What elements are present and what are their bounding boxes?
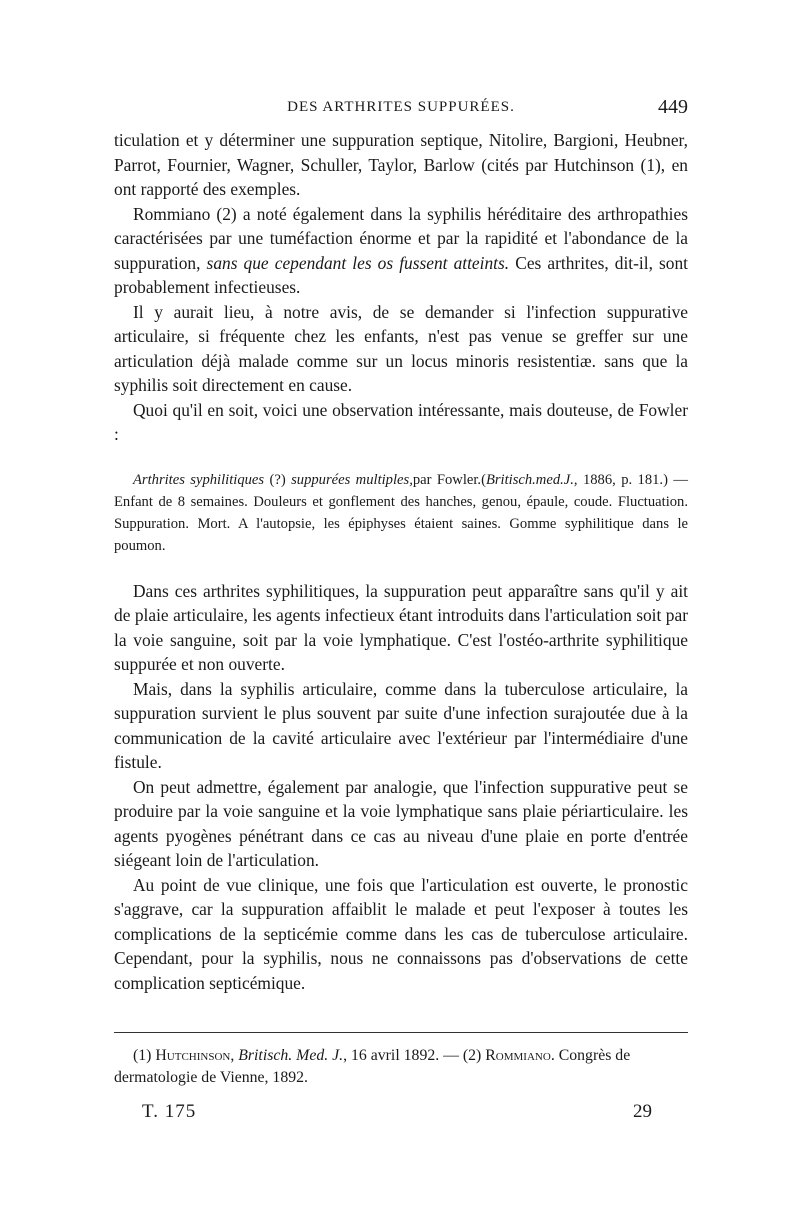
tome-mark: T. 175 <box>142 1101 197 1123</box>
paragraph-5: Dans ces arthrites syphilitiques, la suppuration peut apparaître sans qu'il y ait de plaie articulaire, les agents infectieux étant introduits dans l'articulation soit par la voie sanguine, soit par la voie lymphatique. C'est l'ostéo-arthrite syphilitique suppurée et non ouverte. <box>114 580 688 675</box>
sheet-signature: 29 <box>633 1101 652 1123</box>
paragraph-3: Il y aurait lieu, à notre avis, de se demander si l'infection suppurative articulaire, si fréquente chez les enfants, n'est pas venue se greffer sur une articulation déjà malade comme sur un locus minoris resistentiæ. sans que la syphilis soit directement en cause. <box>114 301 688 395</box>
observation-journal: Britisch.med.J. <box>485 471 574 488</box>
paragraph-7: On peut admettre, également par analogie, que l'infection suppurative peut se produire par la voie sanguine et la voie lymphatique sans plaie périarticulaire. les agents pyogènes pénétrant dans ce cas au niveau d'une plaie en porte d'entrée siégeant loin de l'articulation. <box>114 776 688 871</box>
paragraph-1: ticulation et y déterminer une suppuration septique, Nitolire, Bargioni, Heubner, Parrot, Fournier, Wagner, Schuller, Taylor, Barlow (cités par Hutchinson (1), en ont rapporté des exemples. <box>114 130 688 199</box>
observation-title: Arthrites syphilitiques <box>133 471 265 488</box>
paragraph-6: Mais, dans la syphilis articulaire, comme dans la tuberculose articulaire, la suppuration survient le plus souvent par suite d'une infection surajoutée due à la communication de la cavité articulaire avec l'extérieur par l'intermédiaire d'une fistule. <box>114 678 688 773</box>
observation-author: par Fowler.( <box>412 471 486 488</box>
footnote-text <box>114 1045 688 1089</box>
main-text-continued <box>114 579 688 996</box>
observation-title-2: suppurées multiples, <box>291 471 413 488</box>
signature-line <box>114 1097 688 1127</box>
observation-body: , 1886, p. 181.) — Enfant de 8 semaines. Douleurs et gonflement des hanches, genou, épaule, coude. Fluctuation. Suppuration. Mort. A l'autopsie, les épiphyses étaient saines. Gomme syphilitique dans le poumon. <box>114 471 688 555</box>
footnote-journal: Britisch. Med. J. <box>238 1047 344 1065</box>
paragraph-8: Au point de vue clinique, une fois que l'articulation est ouverte, le pronostic s'aggrave, car la suppuration affaiblit le malade et peut l'exposer à toutes les complications de la septicémie comme dans les cas de tuberculose articulaire. Cependant, pour la syphilis, nous ne connaissons pas d'observations de cette complication septicémique. <box>114 874 688 993</box>
observation-question: (?) <box>264 471 292 488</box>
footnote-author-1: Hutchinson <box>155 1047 231 1065</box>
footnote-author-2: Rommiano <box>485 1047 551 1065</box>
page-number: 449 <box>658 96 688 118</box>
paragraph-2-text-b: Ces arthrites, dit-il, sont probablement infectieuses. <box>114 252 688 297</box>
paragraph-2 <box>114 202 688 300</box>
page <box>114 96 688 1127</box>
footnotes <box>114 1045 688 1089</box>
running-title: DES ARTHRITES SUPPURÉES. <box>287 99 515 115</box>
footnote-sep: , <box>230 1047 239 1065</box>
main-text <box>114 128 688 447</box>
page-header <box>114 96 688 122</box>
paragraph-2-text-a: Rommiano (2) a noté également dans la syphilis héréditaire des arthropathies caractérisées par une tuméfaction énorme et par la rapidité et l'abondance de la suppuration, <box>114 203 688 273</box>
observation-note <box>114 469 688 558</box>
footnote-date: , 16 avril 1892. — (2) <box>343 1047 486 1065</box>
footnote-rule <box>114 1032 688 1033</box>
paragraph-2-italic: sans que cependant les os fussent atteints. <box>206 252 510 273</box>
paragraph-4: Quoi qu'il en soit, voici une observation intéressante, mais douteuse, de Fowler : <box>114 399 688 444</box>
footnote-1-number: (1) <box>133 1047 156 1065</box>
footnote-rest: . Congrès de dermatologie de Vienne, 1892. <box>114 1047 631 1087</box>
